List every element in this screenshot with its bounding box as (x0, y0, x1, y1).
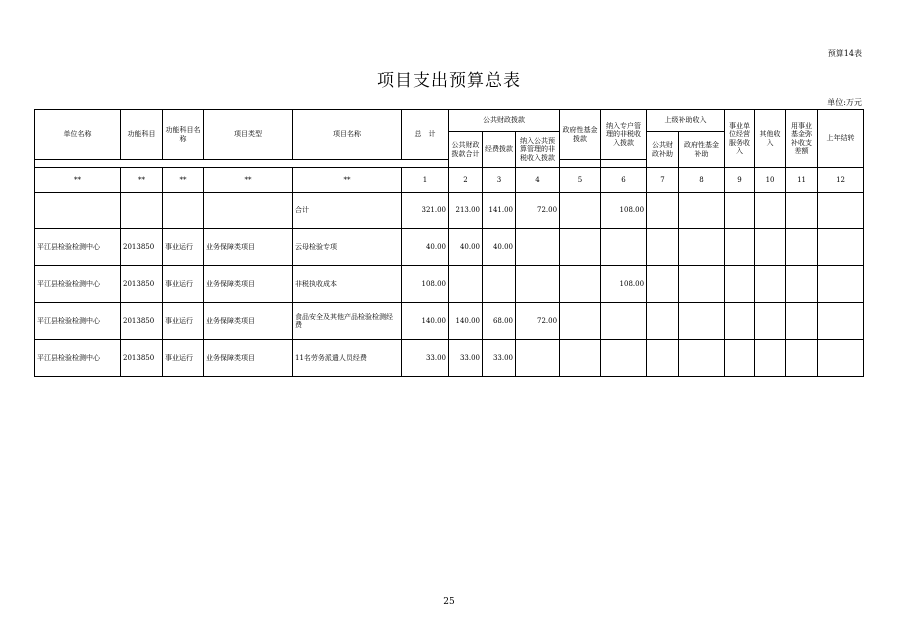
header-project-type: 项目类型 (204, 110, 293, 160)
value-cell (725, 266, 755, 303)
value-cell (601, 303, 647, 340)
func-name-cell: 事业运行 (163, 266, 204, 303)
header-public-fiscal: 公共财政拨款 (449, 110, 560, 132)
total-value-cell (818, 193, 864, 229)
value-cell (755, 229, 786, 266)
header-carryover: 上年结转 (818, 110, 864, 168)
project-name-cell: 食品安全及其他产品检验检测经费 (293, 303, 402, 340)
func-name-cell: 事业运行 (163, 340, 204, 377)
total-value-cell: 141.00 (483, 193, 516, 229)
total-value-cell (725, 193, 755, 229)
func-name-cell: 事业运行 (163, 303, 204, 340)
total-value-cell (786, 193, 818, 229)
value-cell (560, 229, 601, 266)
value-cell: 40.00 (449, 229, 483, 266)
unit-label: 单位:万元 (827, 98, 862, 107)
value-cell (483, 266, 516, 303)
project-name-cell: 非税执收成本 (293, 266, 402, 303)
header-budget-mgmt-nontax: 纳入公共预算管理的非税收入拨款 (516, 132, 560, 168)
value-cell: 140.00 (449, 303, 483, 340)
project-type-cell: 业务保障类项目 (204, 340, 293, 377)
value-cell (755, 303, 786, 340)
value-cell: 33.00 (449, 340, 483, 377)
total-value-cell (647, 193, 679, 229)
header-gov-fund: 政府性基金拨款 (560, 110, 601, 160)
header-row-3-spacer (35, 160, 449, 168)
value-cell: 72.00 (516, 303, 560, 340)
header-higher-gov-fund-subsidy: 政府性基金补助 (679, 132, 725, 168)
value-cell: 108.00 (601, 266, 647, 303)
header-func-name: 功能科目名称 (163, 110, 204, 160)
page-number: 25 (443, 597, 455, 607)
column-code-cell: 10 (755, 168, 786, 193)
value-cell (601, 229, 647, 266)
header-special-acct-nontax: 纳入专户管理的非税收入拨款 (601, 110, 647, 160)
table-row (35, 266, 864, 303)
code-row (35, 168, 864, 193)
func-name-cell: 事业运行 (163, 229, 204, 266)
total-func (163, 193, 204, 229)
total-value-cell (679, 193, 725, 229)
column-code-cell: ** (121, 168, 163, 193)
header-row-3-spacer (560, 160, 601, 168)
header-unit-name: 单位名称 (35, 110, 121, 160)
func-code-cell: 2013850 (121, 340, 163, 377)
column-code-cell: ** (163, 168, 204, 193)
total-unit (35, 193, 121, 229)
value-cell (818, 229, 864, 266)
column-code-cell: 1 (402, 168, 449, 193)
value-cell: 140.00 (402, 303, 449, 340)
unit-name-cell: 平江县检验检测中心 (35, 229, 121, 266)
value-cell (601, 340, 647, 377)
total-type (204, 193, 293, 229)
column-code-cell: 7 (647, 168, 679, 193)
column-code-cell: 8 (679, 168, 725, 193)
page-title: 项目支出预算总表 (377, 71, 521, 91)
column-code-cell: ** (204, 168, 293, 193)
value-cell (679, 303, 725, 340)
total-value-cell: 213.00 (449, 193, 483, 229)
value-cell (516, 229, 560, 266)
column-code-cell: 2 (449, 168, 483, 193)
unit-name-cell: 平江县检验检测中心 (35, 340, 121, 377)
total-code (121, 193, 163, 229)
value-cell (755, 266, 786, 303)
value-cell (560, 266, 601, 303)
column-code-cell: ** (293, 168, 402, 193)
value-cell (818, 340, 864, 377)
value-cell (755, 340, 786, 377)
header-row-3-spacer (601, 160, 647, 168)
project-name-cell: 11名劳务派遣人员经费 (293, 340, 402, 377)
value-cell (449, 266, 483, 303)
value-cell (560, 303, 601, 340)
header-project-name: 项目名称 (293, 110, 402, 160)
total-value-cell: 108.00 (601, 193, 647, 229)
func-code-cell: 2013850 (121, 229, 163, 266)
project-expenditure-table (34, 109, 864, 377)
header-higher-subsidy: 上级补助收入 (647, 110, 725, 132)
func-code-cell: 2013850 (121, 303, 163, 340)
column-code-cell: 12 (818, 168, 864, 193)
header-func-code: 功能科目 (121, 110, 163, 160)
header-total: 总 计 (402, 110, 449, 160)
value-cell (725, 303, 755, 340)
value-cell (679, 340, 725, 377)
value-cell: 108.00 (402, 266, 449, 303)
table-row (35, 340, 864, 377)
column-code-cell: ** (35, 168, 121, 193)
header-fund-for-deficit: 用事业基金弥补收支差额 (786, 110, 818, 168)
value-cell: 40.00 (483, 229, 516, 266)
value-cell (516, 340, 560, 377)
total-label: 合计 (293, 193, 402, 229)
value-cell (786, 340, 818, 377)
value-cell (647, 229, 679, 266)
value-cell (786, 229, 818, 266)
form-number: 预算14表 (827, 49, 862, 58)
unit-name-cell: 平江县检验检测中心 (35, 266, 121, 303)
value-cell (679, 229, 725, 266)
value-cell (786, 303, 818, 340)
table-row (35, 229, 864, 266)
value-cell (818, 266, 864, 303)
value-cell (516, 266, 560, 303)
value-cell (647, 266, 679, 303)
value-cell (679, 266, 725, 303)
project-type-cell: 业务保障类项目 (204, 303, 293, 340)
project-type-cell: 业务保障类项目 (204, 266, 293, 303)
total-value-cell (755, 193, 786, 229)
value-cell (725, 229, 755, 266)
func-code-cell: 2013850 (121, 266, 163, 303)
header-higher-public-subsidy: 公共财政补助 (647, 132, 679, 168)
project-type-cell: 业务保障类项目 (204, 229, 293, 266)
value-cell: 33.00 (402, 340, 449, 377)
value-cell (560, 340, 601, 377)
total-value-cell (560, 193, 601, 229)
value-cell (818, 303, 864, 340)
value-cell (786, 266, 818, 303)
value-cell (647, 303, 679, 340)
header-other-income: 其他收入 (755, 110, 786, 168)
column-code-cell: 6 (601, 168, 647, 193)
column-code-cell: 3 (483, 168, 516, 193)
value-cell: 68.00 (483, 303, 516, 340)
total-value-cell: 72.00 (516, 193, 560, 229)
column-code-cell: 9 (725, 168, 755, 193)
header-row-1 (35, 110, 864, 132)
header-public-fiscal-subtotal: 公共财政拨款合计 (449, 132, 483, 168)
total-value-cell: 321.00 (402, 193, 449, 229)
value-cell: 33.00 (483, 340, 516, 377)
unit-name-cell: 平江县检验检测中心 (35, 303, 121, 340)
value-cell (725, 340, 755, 377)
project-name-cell: 云母检验专项 (293, 229, 402, 266)
value-cell: 40.00 (402, 229, 449, 266)
column-code-cell: 11 (786, 168, 818, 193)
value-cell (647, 340, 679, 377)
column-code-cell: 4 (516, 168, 560, 193)
table-row (35, 303, 864, 340)
header-business-income: 事业单位经营服务收入 (725, 110, 755, 168)
header-expense-allocation: 经费拨款 (483, 132, 516, 168)
total-row (35, 193, 864, 229)
column-code-cell: 5 (560, 168, 601, 193)
